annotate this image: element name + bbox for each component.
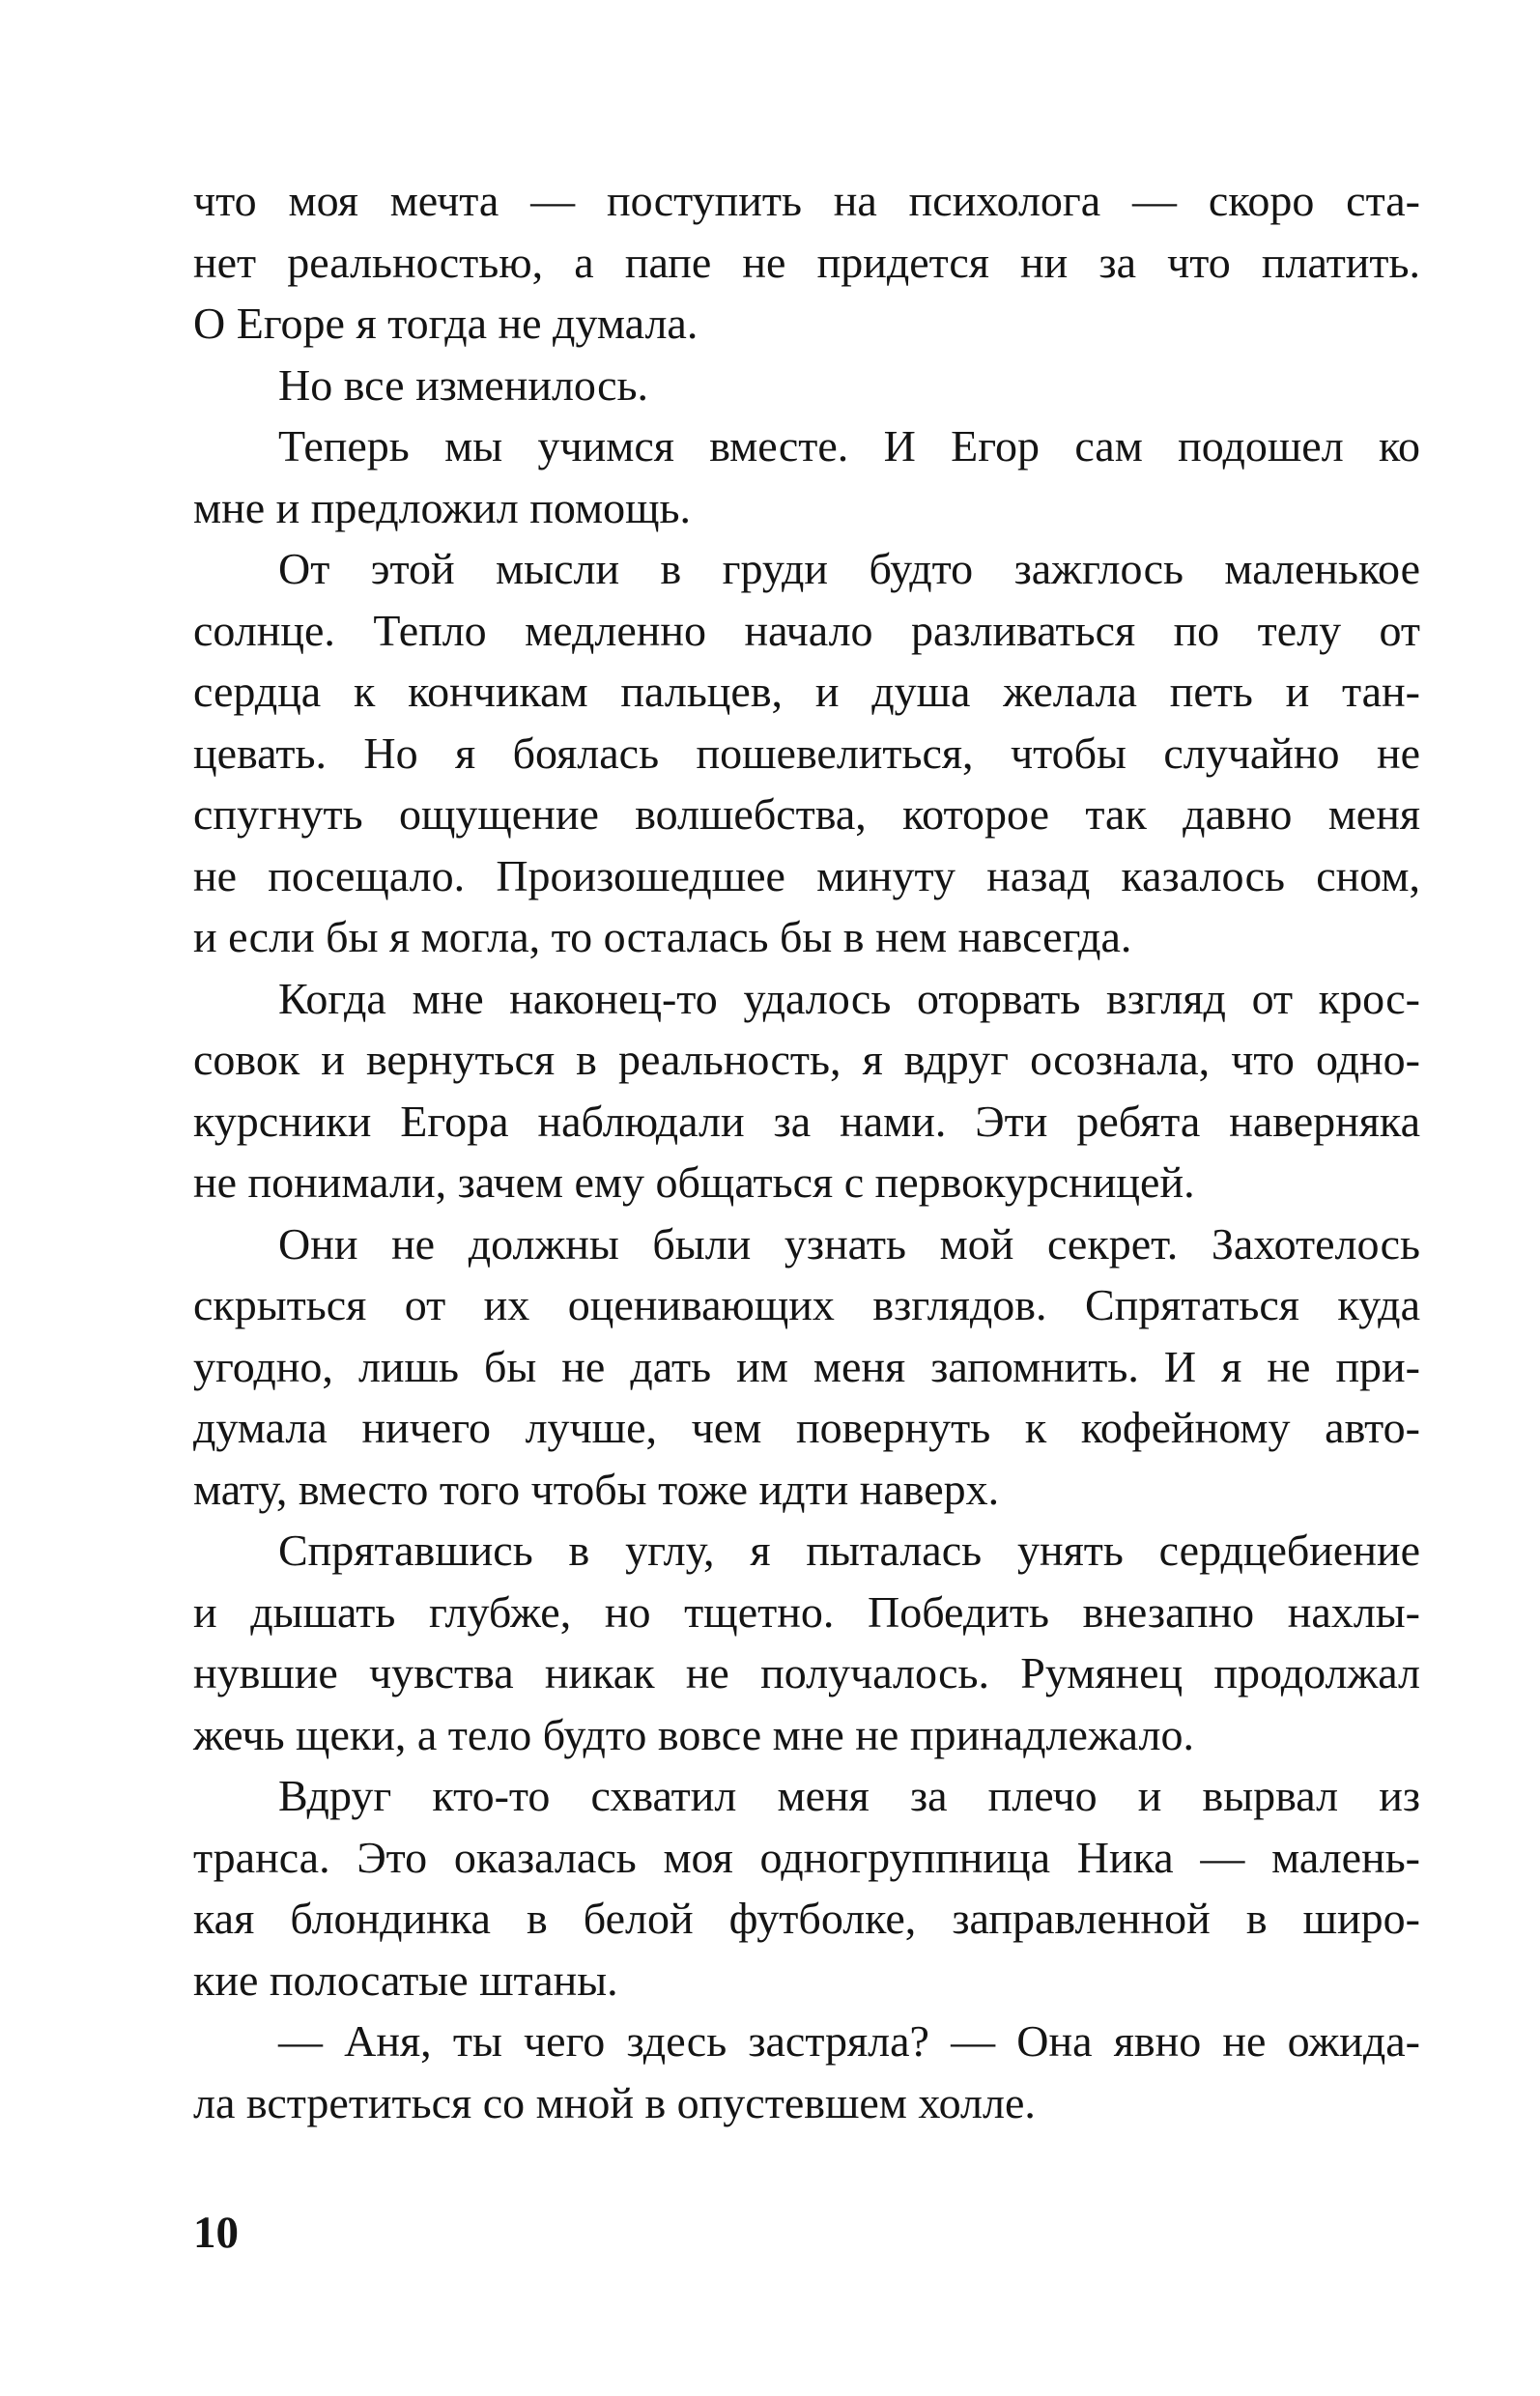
text-line: транса. Это оказалась моя одногруппница Ника — малень- (193, 1832, 1420, 1882)
text-line: Спрятавшись в углу, я пыталась унять сердцебиение (278, 1526, 1420, 1575)
text-line: не понимали, зачем ему общаться с первокурсницей. (193, 1157, 1195, 1207)
text-line: Вдруг кто-то схватил меня за плечо и вырвал из (278, 1771, 1420, 1820)
text-line: жечь щеки, а тело будто вовсе мне не принадлежало. (193, 1709, 1194, 1759)
paragraph (193, 1520, 1420, 1765)
text-line: кие полосатые штаны. (193, 1954, 618, 2005)
paragraph (193, 355, 1420, 416)
text-line: солнце. Тепло медленно начало разливаться по телу от (193, 605, 1420, 655)
text-line: угодно, лишь бы не дать им меня запомнить. И я не при- (193, 1341, 1420, 1391)
text-line: Но все изменилось. (278, 359, 648, 410)
text-line: О Егоре я тогда не думала. (193, 299, 699, 348)
text-line: что моя мечта — поступить на психолога — скоро ста- (193, 176, 1420, 225)
page-number: 10 (193, 2208, 239, 2258)
text-line: мне и предложил помощь. (193, 482, 692, 532)
paragraph (193, 170, 1420, 355)
text-line: курсники Егора наблюдали за нами. Эти ребята наверняка (193, 1096, 1420, 1146)
text-line: кая блондинка в белой футболке, заправленной в широ- (193, 1894, 1420, 1943)
text-line: не посещало. Произошедшее минуту назад казалось сном, (193, 850, 1420, 900)
text-line: совок и вернуться в реальность, я вдруг осознала, что одно- (193, 1035, 1420, 1084)
text-line: и если бы я могла, то осталась бы в нем навсегда. (193, 912, 1132, 961)
paragraph (193, 1213, 1420, 1521)
text-line: нет реальностью, а папе не придется ни за что платить. (193, 237, 1420, 287)
text-line: нувшие чувства никак не получалось. Румянец продолжал (193, 1648, 1420, 1697)
text-line: От этой мысли в груди будто зажглось маленькое (278, 544, 1420, 593)
paragraph (193, 968, 1420, 1213)
text-line: и дышать глубже, но тщетно. Победить внезапно нахлы- (193, 1586, 1420, 1637)
text-column (193, 170, 1420, 2133)
text-line: ла встретиться со мной в опустевшем холле. (193, 2077, 1036, 2127)
text-line: спугнуть ощущение волшебства, которое так давно меня (193, 789, 1420, 839)
text-line: сердца к кончикам пальцев, и душа желала петь и тан- (193, 667, 1420, 716)
paragraph (193, 1765, 1420, 2011)
text-line: цевать. Но я боялась пошевелиться, чтобы случайно не (193, 727, 1420, 778)
paragraph (193, 2011, 1420, 2133)
text-line: — Аня, ты чего здесь застряла? — Она явно не ожида- (278, 2016, 1420, 2066)
text-line: Теперь мы учимся вместе. И Егор сам подошел ко (278, 421, 1420, 471)
text-line: Когда мне наконец-то удалось оторвать взгляд от крос- (278, 973, 1420, 1023)
text-line: мату, вместо того чтобы тоже идти наверх. (193, 1464, 1000, 1514)
paragraph (193, 538, 1420, 968)
text-line: думала ничего лучше, чем повернуть к кофейному авто- (193, 1403, 1420, 1452)
text-line: Они не должны были узнать мой секрет. Захотелось (278, 1218, 1420, 1269)
text-line: скрыться от их оценивающих взглядов. Спрятаться куда (193, 1280, 1420, 1329)
paragraph (193, 415, 1420, 538)
